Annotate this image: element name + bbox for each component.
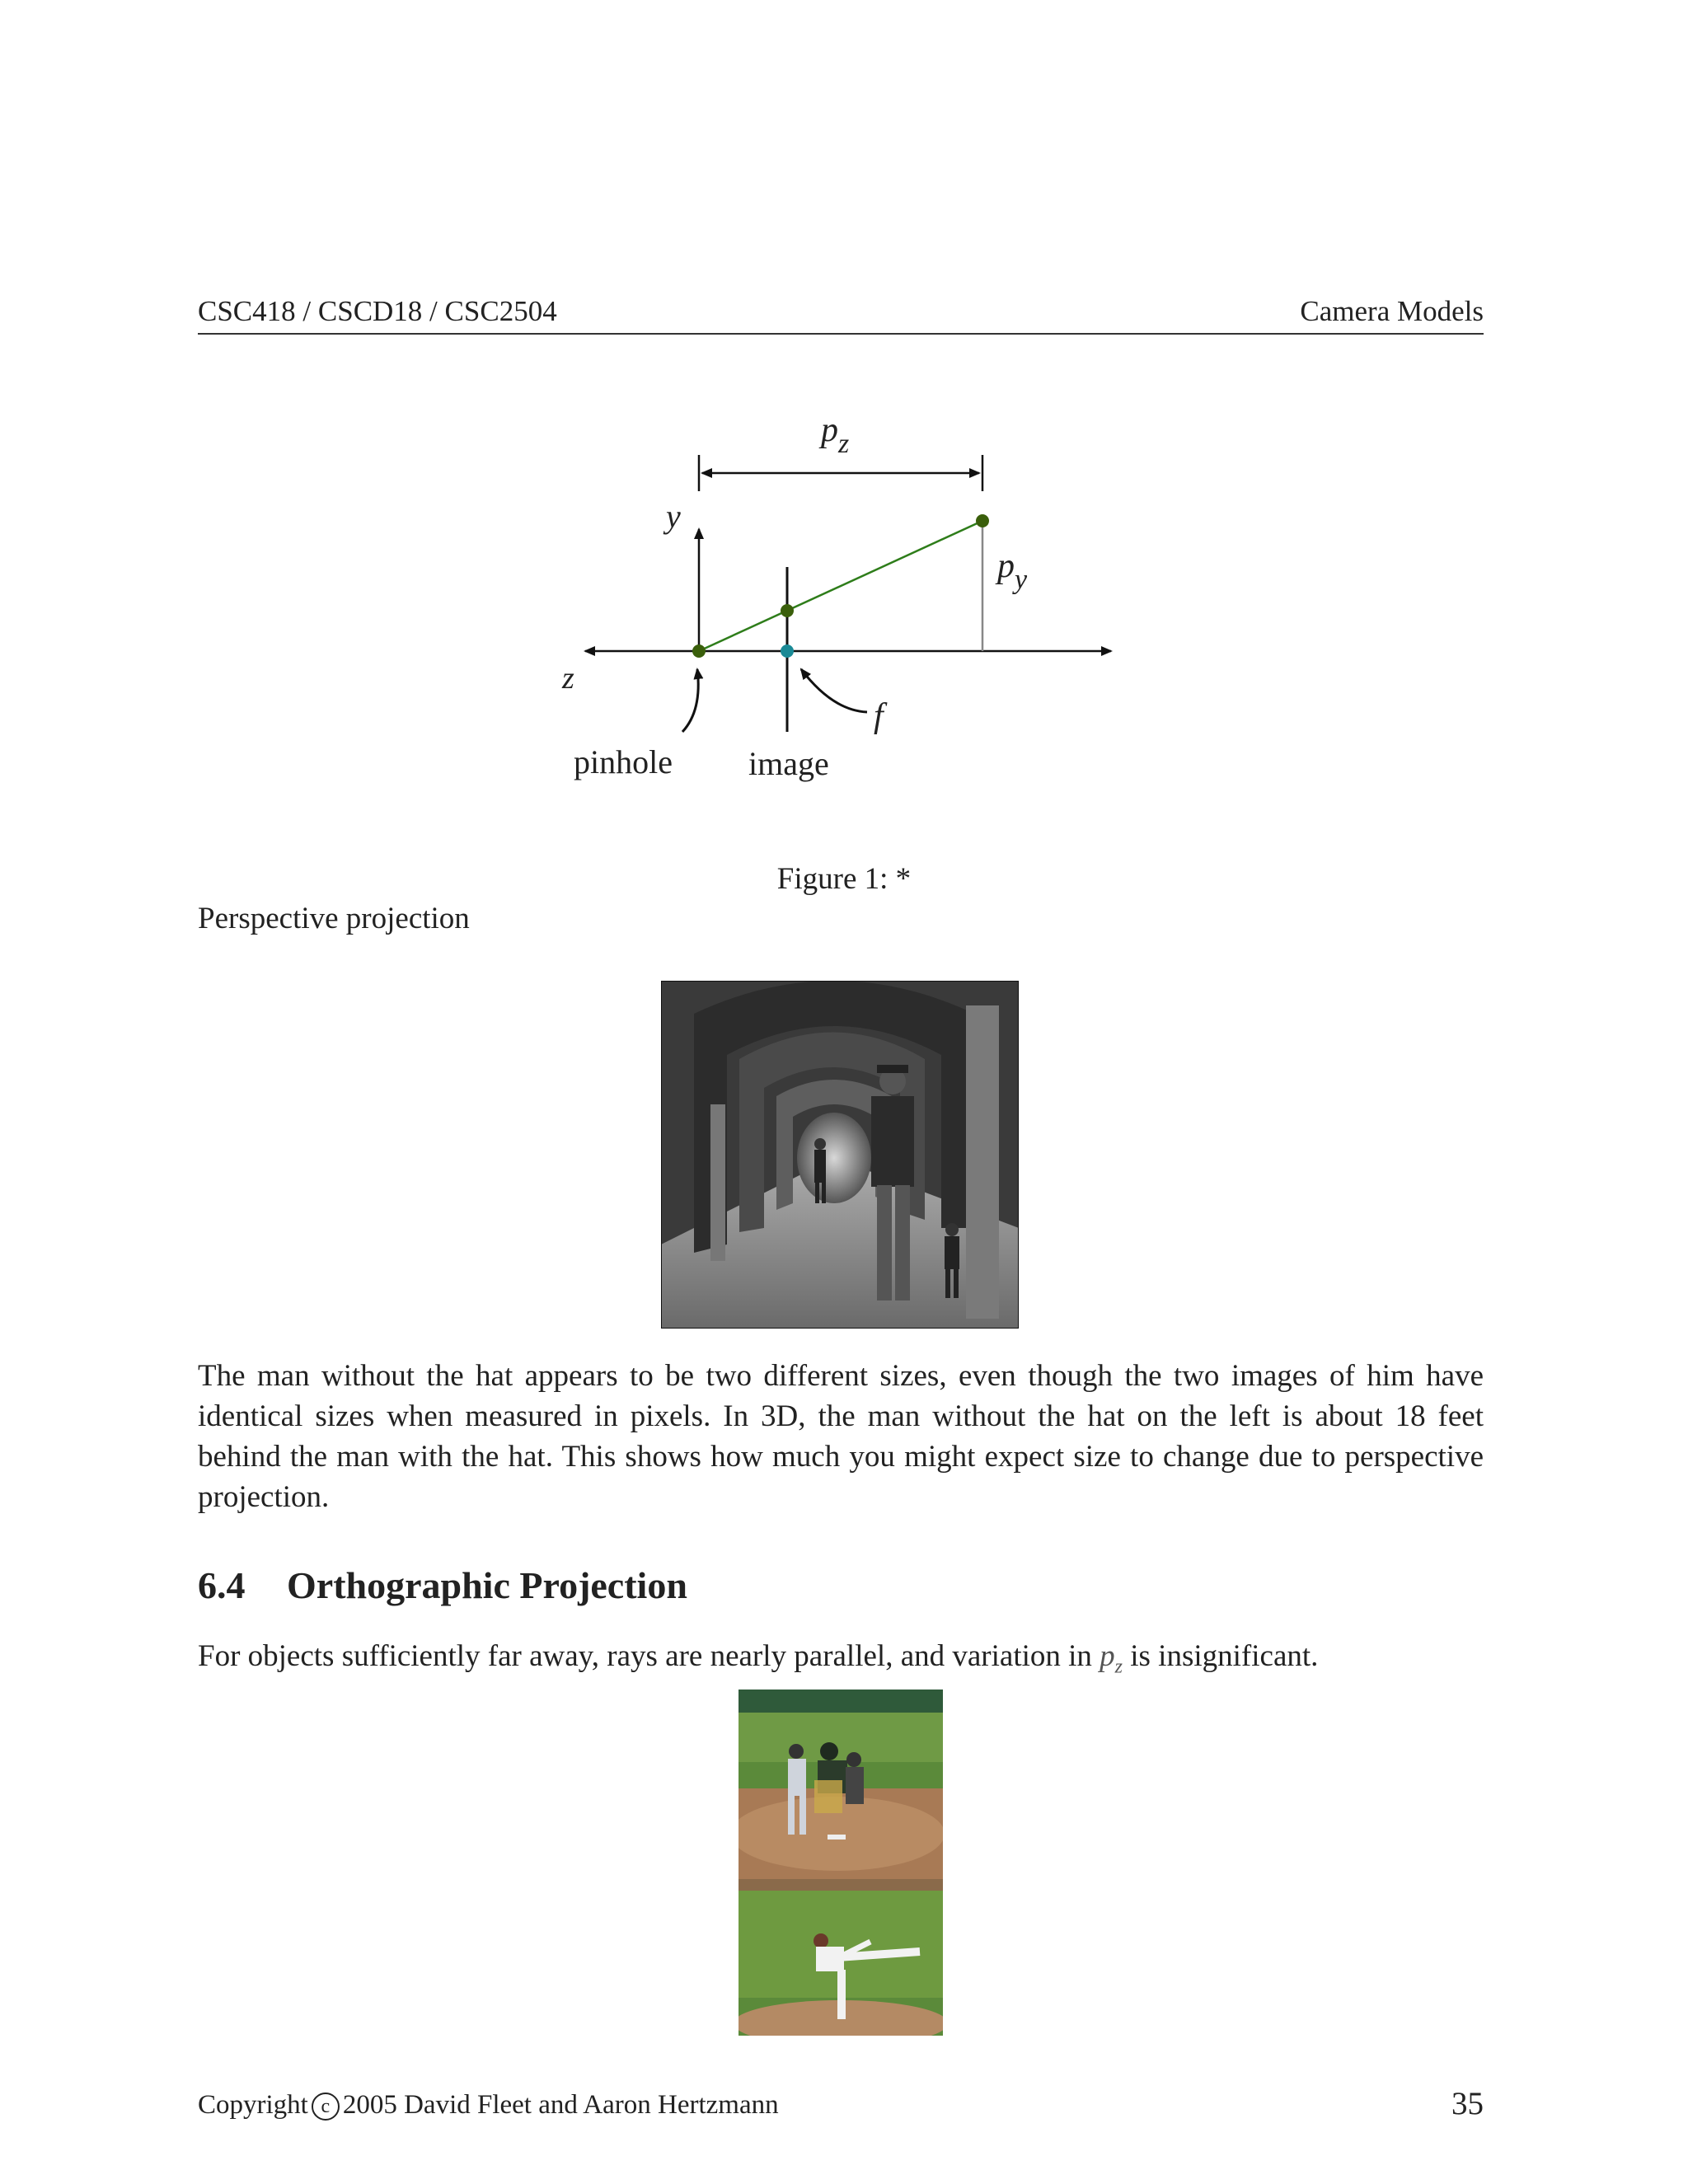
orthographic-intro-paragraph: For objects sufficiently far away, rays are nearly parallel, and variation in $p_z$ is insignificant.: [198, 1639, 1319, 1678]
perspective-projection-diagram: [544, 404, 1154, 799]
math-pz: $p_z$: [1100, 1639, 1123, 1678]
pz-label: $p_z$: [821, 411, 850, 459]
copyright-icon: c: [312, 2093, 340, 2121]
baseball-telephoto-photo: [738, 1690, 943, 2036]
figure-caption: Figure 1: *: [776, 862, 912, 896]
running-header-chapter: Camera Models: [1300, 295, 1484, 327]
arcade-corridor-photo: [661, 981, 1019, 1329]
page-number: 35: [1451, 2086, 1484, 2121]
object-point: [976, 514, 989, 527]
image-point: [781, 604, 794, 617]
y-axis-label: y: [666, 498, 681, 535]
py-label: $p_y$: [997, 547, 1028, 595]
pinhole-point: [692, 644, 706, 658]
image-label: image: [748, 745, 829, 782]
running-header-course: CSC418 / CSCD18 / CSC2504: [198, 295, 557, 327]
focal-pointer-arrow: [801, 669, 867, 712]
pinhole-pointer-arrow: [682, 669, 698, 732]
section-title: Orthographic Projection: [287, 1564, 687, 1606]
projection-ray: [699, 521, 982, 651]
z-axis-label: z: [562, 661, 574, 696]
section-number: 6.4: [198, 1564, 246, 1606]
pinhole-label: pinhole: [574, 743, 673, 780]
focal-length-label: f: [874, 697, 884, 735]
header-rule: [198, 333, 1484, 335]
figure-subcaption: Perspective projection: [198, 902, 470, 935]
principal-point: [781, 644, 794, 658]
section-heading: [198, 1563, 687, 1607]
footer-copyright: Copyright c 2005 David Fleet and Aaron Hertzmann: [198, 2090, 779, 2120]
perspective-explanation-paragraph: The man without the hat appears to be two different sizes, even though the two images of him have identical sizes when measured in pixels. In 3D, the man without the hat on the left is about 18 feet behind the man with the hat. This shows how much you might expect size to change due to perspective projection.: [198, 1359, 1484, 1514]
